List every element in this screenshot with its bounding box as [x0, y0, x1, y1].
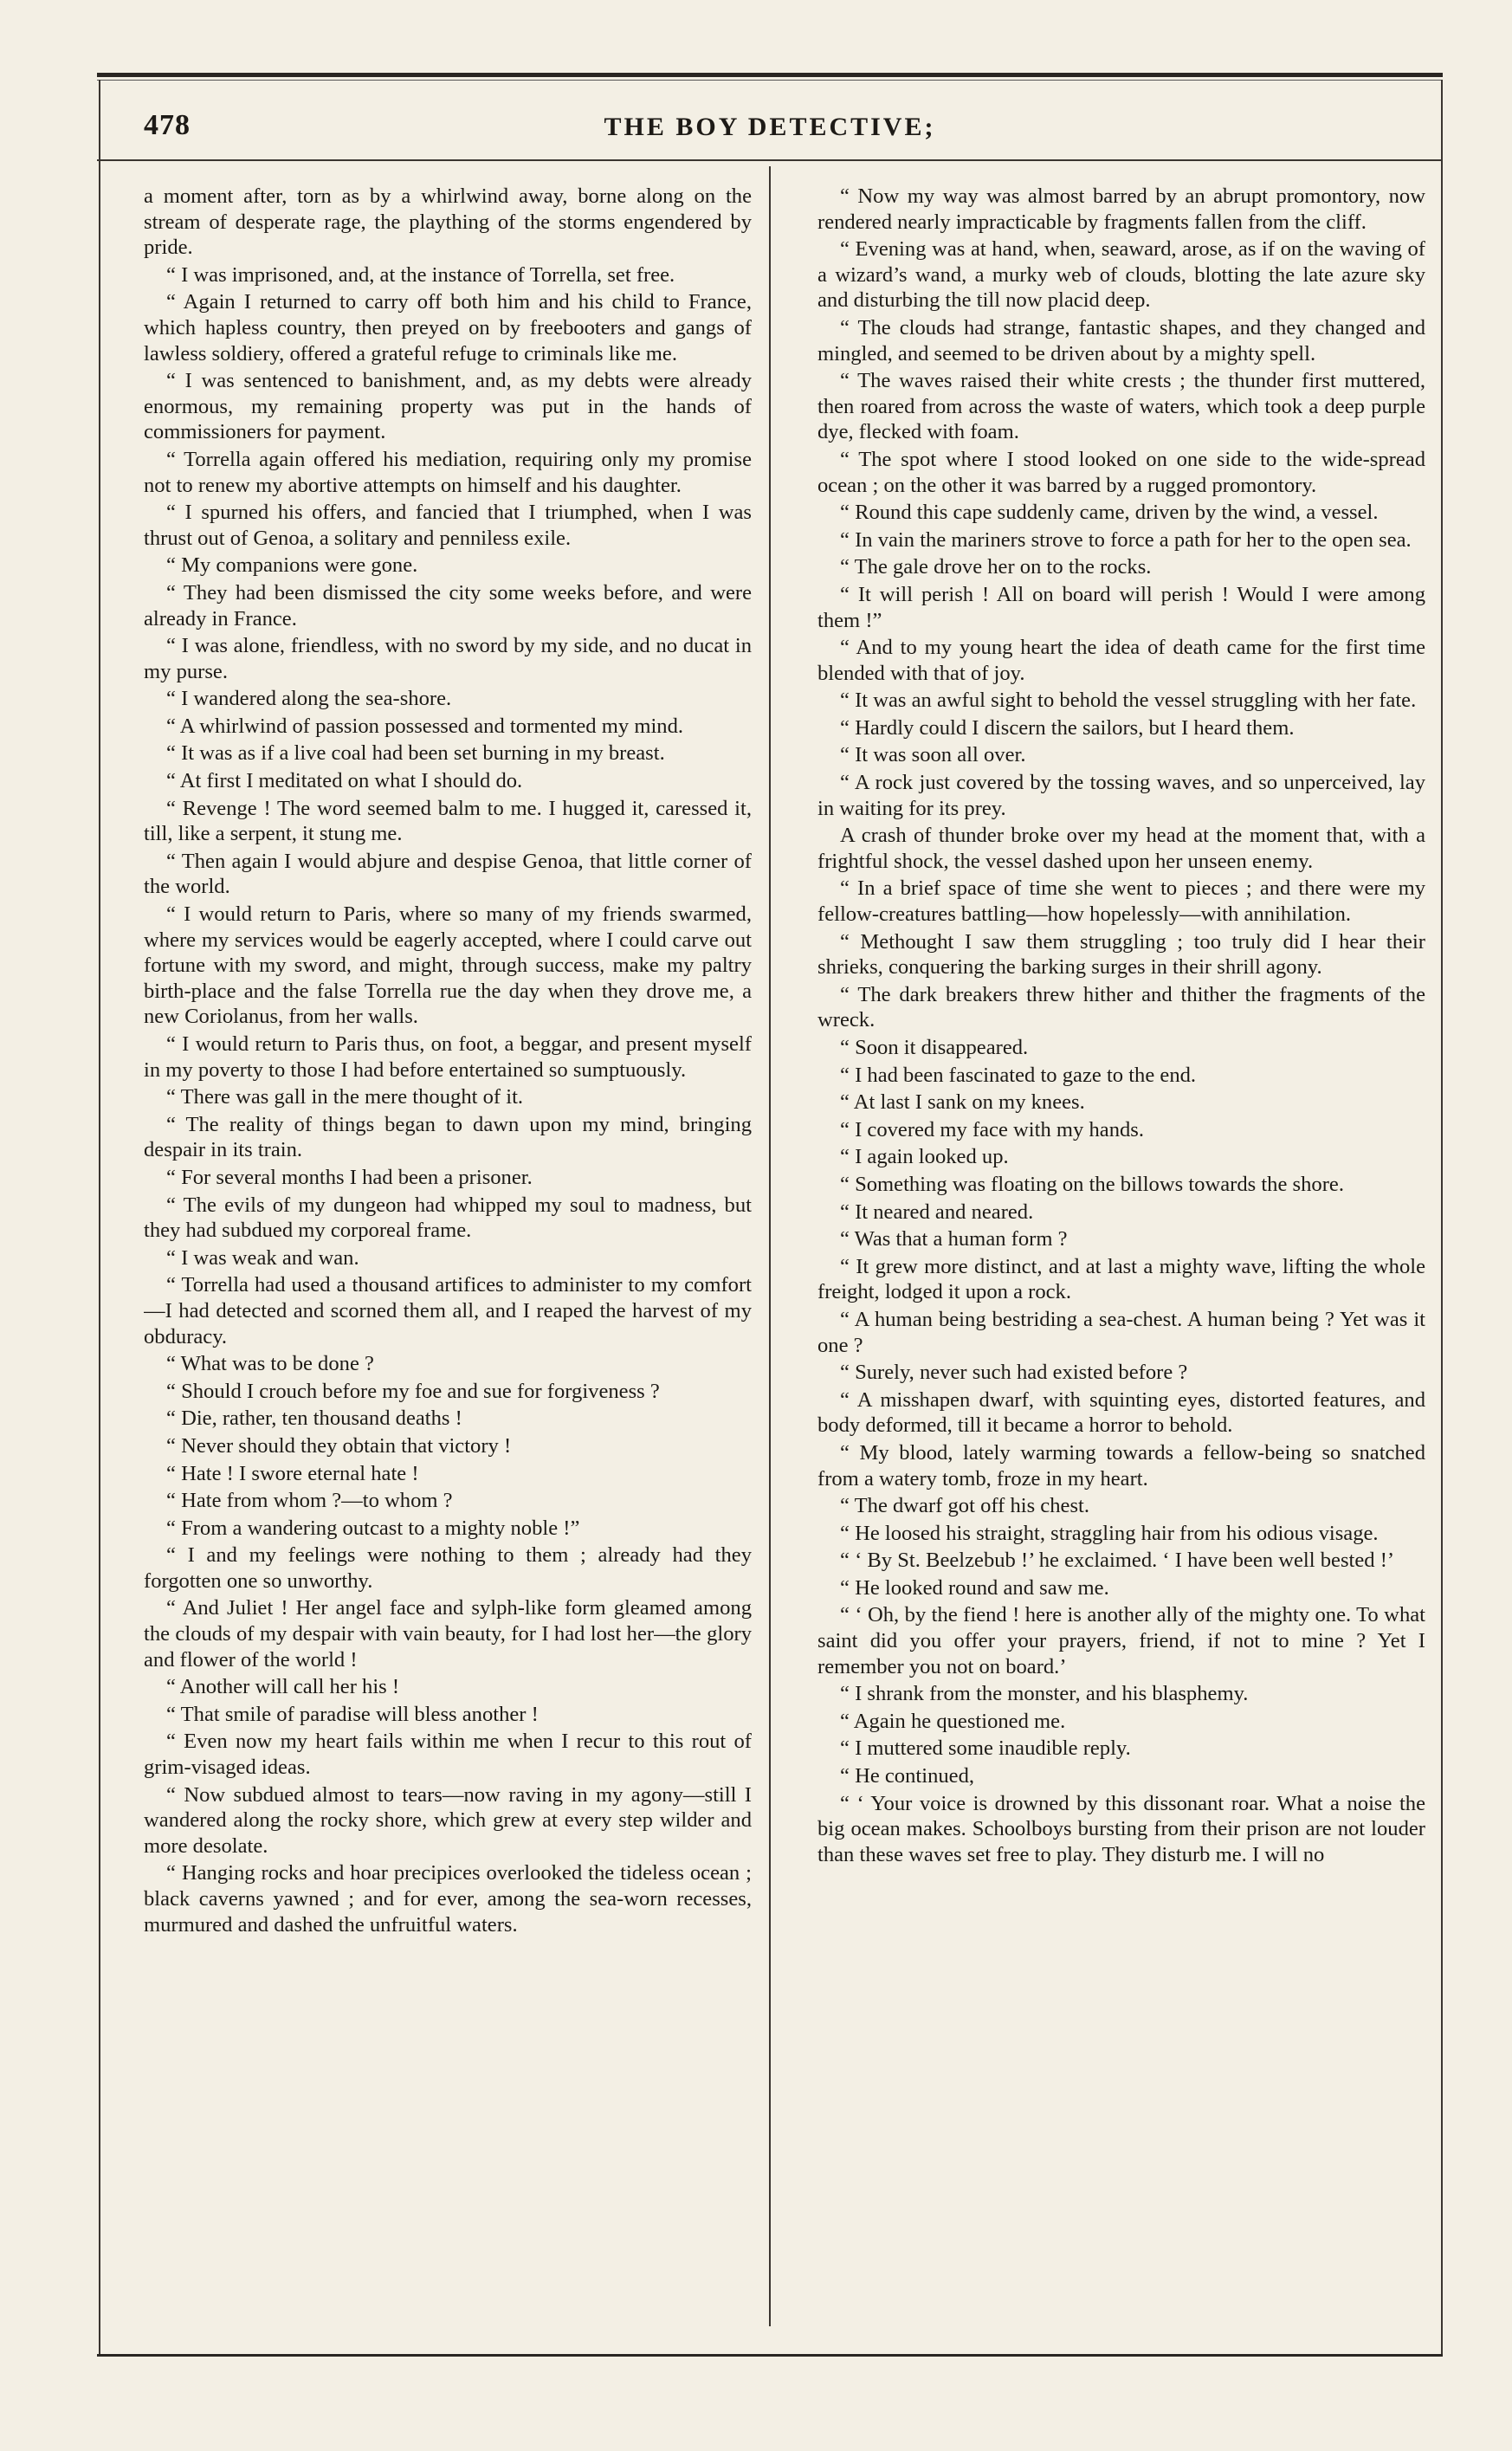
paragraph: “ At first I meditated on what I should do. — [166, 769, 523, 793]
column-divider — [769, 166, 771, 2326]
paragraph: “ I was imprisoned, and, at the instance of Torrella, set free. — [166, 262, 675, 287]
paragraph: “ In a brief space of time she went to pieces ; and there were my fellow-creatures battling—how hopelessly—with annihilation. — [817, 876, 1425, 927]
paragraph: “ Now my way was almost barred by an abrupt promontory, now rendered nearly impracticable by fragments fallen from the cliff. — [817, 184, 1425, 234]
left-border — [99, 80, 100, 2356]
left-column — [144, 184, 752, 2323]
paragraph: “ Hanging rocks and hoar precipices overlooked the tideless ocean ; black caverns yawned ; and for ever, among the sea-worn recesses, murmured and dashed the unfruitful waters. — [144, 1861, 752, 1937]
paragraph: “ Revenge ! The word seemed balm to me. I hugged it, caressed it, till, like a serpent, it stung me. — [144, 796, 752, 846]
paragraph: “ They had been dismissed the city some weeks before, and were already in France. — [144, 580, 752, 631]
paragraph: “ I spurned his offers, and fancied that I triumphed, when I was thrust out of Genoa, a solitary and penniless exile. — [144, 501, 752, 550]
paragraph: “ I would return to Paris, where so many of my friends swarmed, where my services would be eagerly accepted, where I could carve out fortune with my sword, and might, through success, make my paltry birth-place and the false Torrella rue the day when they drove me, a new Coriolanus, from her walls. — [144, 902, 752, 1029]
paragraph: “ Surely, never such had existed before ? — [840, 1361, 1188, 1385]
paragraph: “ Die, rather, ten thousand deaths ! — [166, 1407, 462, 1431]
paragraph: “ Another will call her his ! — [166, 1675, 400, 1699]
paragraph: “ A rock just covered by the tossing waves, and so unperceived, lay in waiting for its prey. — [817, 771, 1425, 820]
paragraph: “ There was gall in the mere thought of it. — [166, 1085, 524, 1109]
paragraph: “ I covered my face with my hands. — [840, 1117, 1145, 1141]
paragraph: “ What was to be done ? — [166, 1352, 374, 1376]
paragraph: “ ‘ Your voice is drowned by this dissonant roar. What a noise the big ocean makes. Schoolboys bursting from their prison are not louder than these waves set free to play. They disturb me. I will no — [817, 1791, 1425, 1866]
paragraph: A crash of thunder broke over my head at the moment that, with a frightful shock, the vessel dashed upon her unseen enemy. — [817, 824, 1425, 873]
paragraph: “ In vain the mariners strove to force a path for her to the open sea. — [840, 527, 1412, 552]
paragraph: “ The clouds had strange, fantastic shapes, and they changed and mingled, and seemed to be driven about by a mighty spell. — [817, 315, 1425, 365]
paragraph: “ Round this cape suddenly came, driven by the wind, a vessel. — [840, 501, 1379, 525]
paragraph: “ A misshapen dwarf, with squinting eyes, distorted features, and body deformed, till it became a horror to behold. — [817, 1387, 1425, 1438]
paragraph: “ I muttered some inaudible reply. — [840, 1736, 1131, 1761]
paragraph: “ A human being bestriding a sea-chest. A human being ? Yet was it one ? — [817, 1307, 1425, 1357]
paragraph: “ Methought I saw them struggling ; too truly did I hear their shrieks, conquering the barking surges in their shrill agony. — [817, 929, 1425, 980]
page-header — [97, 109, 1443, 152]
paragraph: “ And Juliet ! Her angel face and sylph-like form gleamed among the clouds of my despair with vain beauty, for I had lost her—the glory and flower of the world ! — [144, 1596, 752, 1672]
paragraph: “ ‘ Oh, by the fiend ! here is another ally of the mighty one. To what saint did you offer your prayers, friend, if not to mine ? Yet I remember you not on board.’ — [817, 1603, 1425, 1678]
paragraph: “ Evening was at hand, when, seaward, arose, as if on the waving of a wizard’s wand, a murky web of clouds, blotting the late azure sky and disturbing the till now placid deep. — [817, 237, 1425, 313]
paragraph: “ Soon it disappeared. — [840, 1036, 1029, 1059]
paragraph: “ Hate from whom ?—to whom ? — [166, 1489, 453, 1513]
paragraph: “ He loosed his straight, straggling hair from his odious visage. — [840, 1521, 1379, 1545]
right-border — [1441, 80, 1443, 2356]
paragraph: “ It neared and neared. — [840, 1200, 1034, 1224]
paragraph: “ The gale drove her on to the rocks. — [840, 555, 1152, 579]
paragraph: “ Was that a human form ? — [840, 1227, 1068, 1251]
bottom-rule — [97, 2354, 1443, 2357]
paragraph: “ The reality of things began to dawn upon my mind, bringing despair in its train. — [144, 1112, 752, 1162]
paragraph: “ He continued, — [840, 1764, 975, 1788]
top-rule — [97, 73, 1443, 77]
paragraph: “ Again I returned to carry off both him and his child to France, which hapless country, then preyed on by freebooters and gangs of lawless soldiery, offered a grateful refuge to criminals like me. — [144, 290, 752, 365]
paragraph: “ Should I crouch before my foe and sue for forgiveness ? — [166, 1379, 660, 1403]
paragraph: “ The evils of my dungeon had whipped my soul to madness, but they had subdued my corporeal frame. — [144, 1193, 752, 1243]
paragraph: “ Hardly could I discern the sailors, but I heard them. — [840, 715, 1295, 740]
paragraph: “ I shrank from the monster, and his blasphemy. — [840, 1682, 1249, 1706]
paragraph: “ Torrella again offered his mediation, requiring only my promise not to renew my abortive attempts on himself and his daughter. — [144, 447, 752, 497]
page-number: 478 — [144, 109, 191, 141]
paragraph: “ Then again I would abjure and despise Genoa, that little corner of the world. — [144, 849, 752, 899]
paragraph: “ My companions were gone. — [166, 553, 418, 578]
right-column — [817, 184, 1425, 2323]
paragraph: “ I was sentenced to banishment, and, as my debts were already enormous, my remaining property was put in the hands of commissioners for payment. — [144, 369, 752, 444]
paragraph: “ It was as if a live coal had been set burning in my breast. — [166, 741, 665, 766]
paragraph: “ ‘ By St. Beelzebub !’ he exclaimed. ‘ I have been well bested !’ — [840, 1549, 1395, 1573]
paragraph: “ I was alone, friendless, with no sword by my side, and no ducat in my purse. — [144, 634, 752, 683]
paragraph: “ Something was floating on the billows towards the shore. — [840, 1172, 1344, 1196]
paragraph: “ It grew more distinct, and at last a mighty wave, lifting the whole freight, lodged it upon a rock. — [817, 1254, 1425, 1304]
running-title: THE BOY DETECTIVE; — [604, 113, 936, 141]
paragraph: “ Now subdued almost to tears—now raving in my agony—still I wandered along the rocky shore, which grew at every step wilder and more desolate. — [144, 1782, 752, 1858]
paragraph: “ Even now my heart fails within me when I recur to this rout of grim-visaged ideas. — [144, 1730, 752, 1780]
paragraph: “ I again looked up. — [840, 1145, 1009, 1169]
paragraph: “ For several months I had been a prisoner. — [166, 1165, 533, 1189]
paragraph: “ The spot where I stood looked on one side to the wide-spread ocean ; on the other it was barred by a rugged promontory. — [817, 447, 1425, 497]
paragraph: “ The dark breakers threw hither and thither the fragments of the wreck. — [817, 982, 1425, 1032]
paragraph: “ That smile of paradise will bless another ! — [166, 1702, 539, 1726]
paragraph: “ Torrella had used a thousand artifices to administer to my comfort—I had detected and scorned them all, and I reaped the harvest of my obduracy. — [144, 1273, 752, 1348]
paragraph: “ I was weak and wan. — [166, 1245, 359, 1270]
paragraph: “ I and my feelings were nothing to them ; already had they forgotten one so unworthy. — [144, 1543, 752, 1593]
top-rule-thin — [97, 80, 1443, 81]
paragraph: “ It was an awful sight to behold the vessel struggling with her fate. — [840, 689, 1417, 713]
paragraph: “ The waves raised their white crests ; the thunder first muttered, then roared from across the waste of waters, which took a deep purple dye, flecked with foam. — [817, 369, 1425, 444]
header-rule — [97, 159, 1443, 161]
paragraph: “ I wandered along the sea-shore. — [166, 687, 452, 711]
paragraph: “ A whirlwind of passion possessed and tormented my mind. — [166, 714, 684, 738]
paragraph: “ It was soon all over. — [840, 743, 1026, 767]
paragraph: “ Hate ! I swore eternal hate ! — [166, 1461, 419, 1485]
paragraph: “ And to my young heart the idea of death came for the first time blended with that of joy. — [817, 636, 1425, 685]
paragraph: “ He looked round and saw me. — [840, 1575, 1109, 1600]
paragraph: “ Again he questioned me. — [840, 1709, 1066, 1733]
paragraph: “ At last I sank on my knees. — [840, 1090, 1085, 1115]
paragraph: “ The dwarf got off his chest. — [840, 1494, 1089, 1518]
paragraph: “ Never should they obtain that victory ! — [166, 1433, 512, 1458]
paragraph: “ From a wandering outcast to a mighty noble !” — [166, 1516, 580, 1540]
paragraph: “ I had been fascinated to gaze to the end. — [840, 1063, 1197, 1087]
paragraph: “ It will perish ! All on board will perish ! Would I were among them !” — [817, 582, 1425, 632]
paragraph: “ My blood, lately warming towards a fellow-being so snatched from a watery tomb, froze in my heart. — [817, 1440, 1425, 1491]
paragraph: “ I would return to Paris thus, on foot, a beggar, and present myself in my poverty to those I had before entertained so sumptuously. — [144, 1032, 752, 1082]
paragraph: a moment after, torn as by a whirlwind away, borne along on the stream of desperate rage, the plaything of the storms engendered by pride. — [144, 184, 752, 260]
